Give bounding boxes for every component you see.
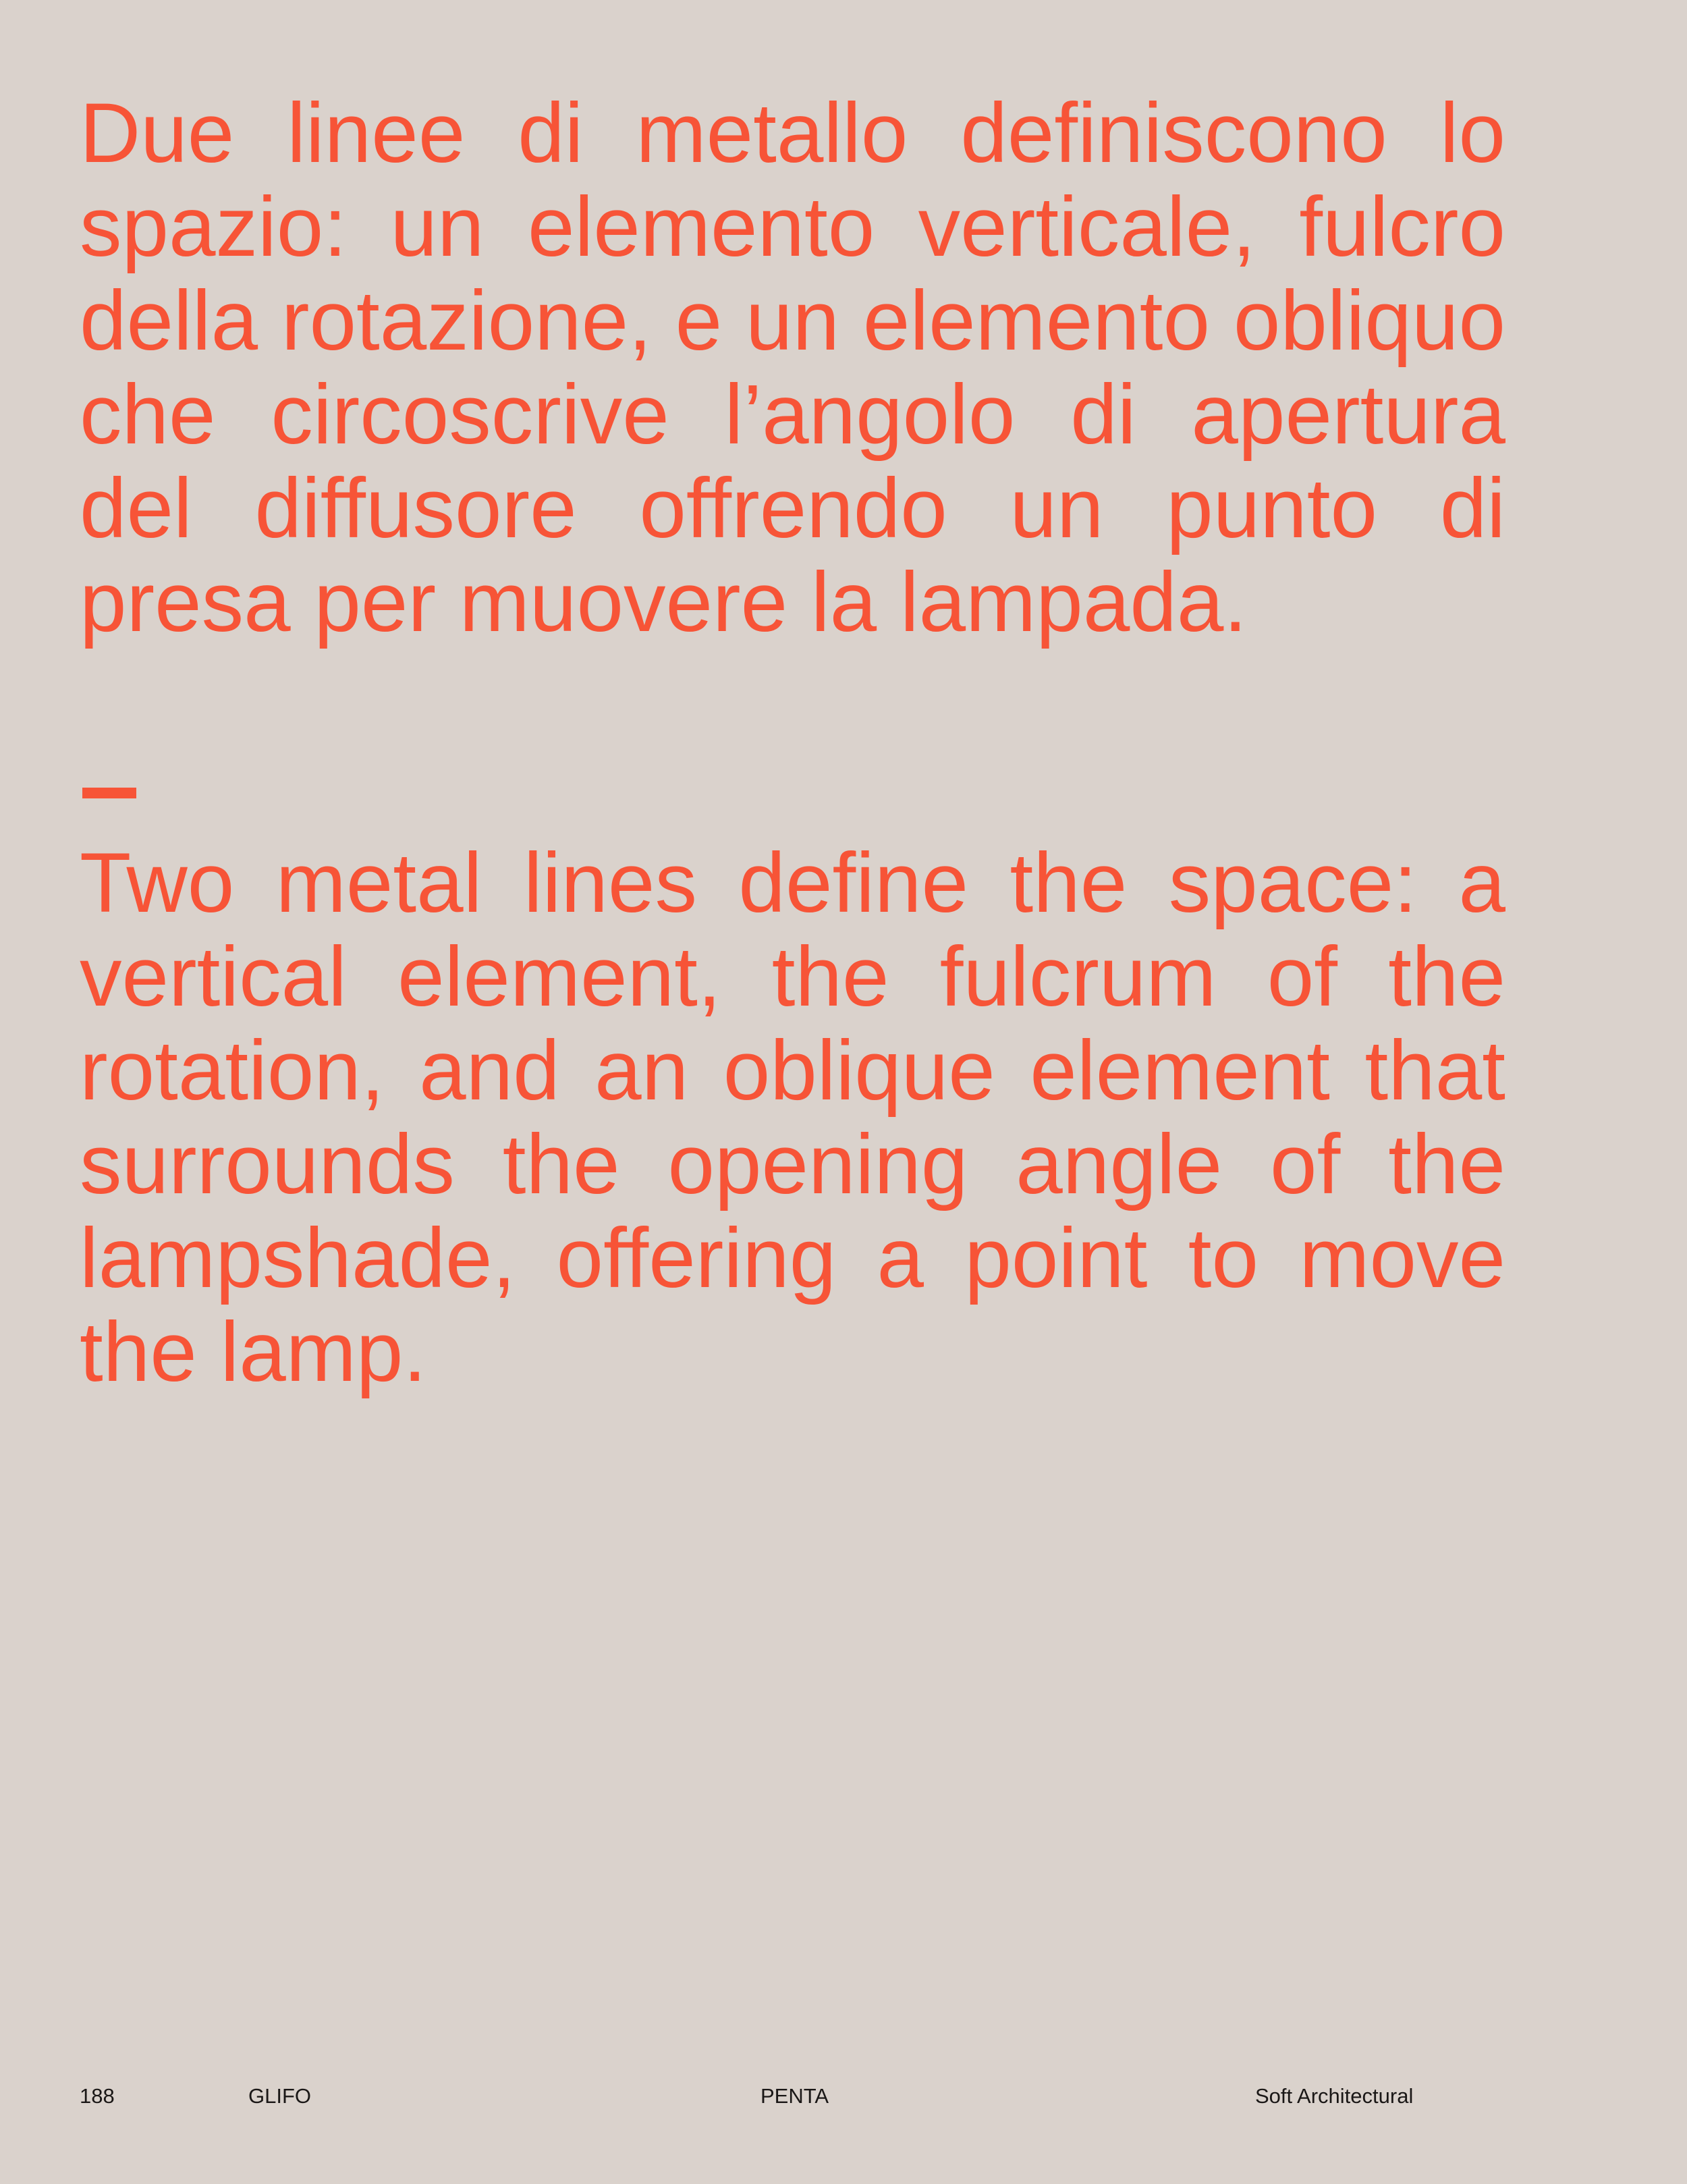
language-divider	[82, 788, 136, 798]
italian-description: Due linee di metallo definiscono lo spazio: un elemento verticale, fulcro della rotazione, e un elemento obliquo che circoscrive l’angolo di apertura del diffusore offrendo un punto di presa per muovere la lampada.	[80, 86, 1505, 649]
brand-name: GLIFO	[248, 2084, 312, 2108]
product-name: PENTA	[760, 2084, 829, 2108]
category-name: Soft Architectural	[1255, 2084, 1414, 2108]
page-number: 188	[80, 2084, 115, 2108]
english-description: Two metal lines define the space: a vertical element, the fulcrum of the rotation, and an oblique element that surrounds the opening angle of the lampshade, offering a point to move the lamp.	[80, 836, 1505, 1399]
